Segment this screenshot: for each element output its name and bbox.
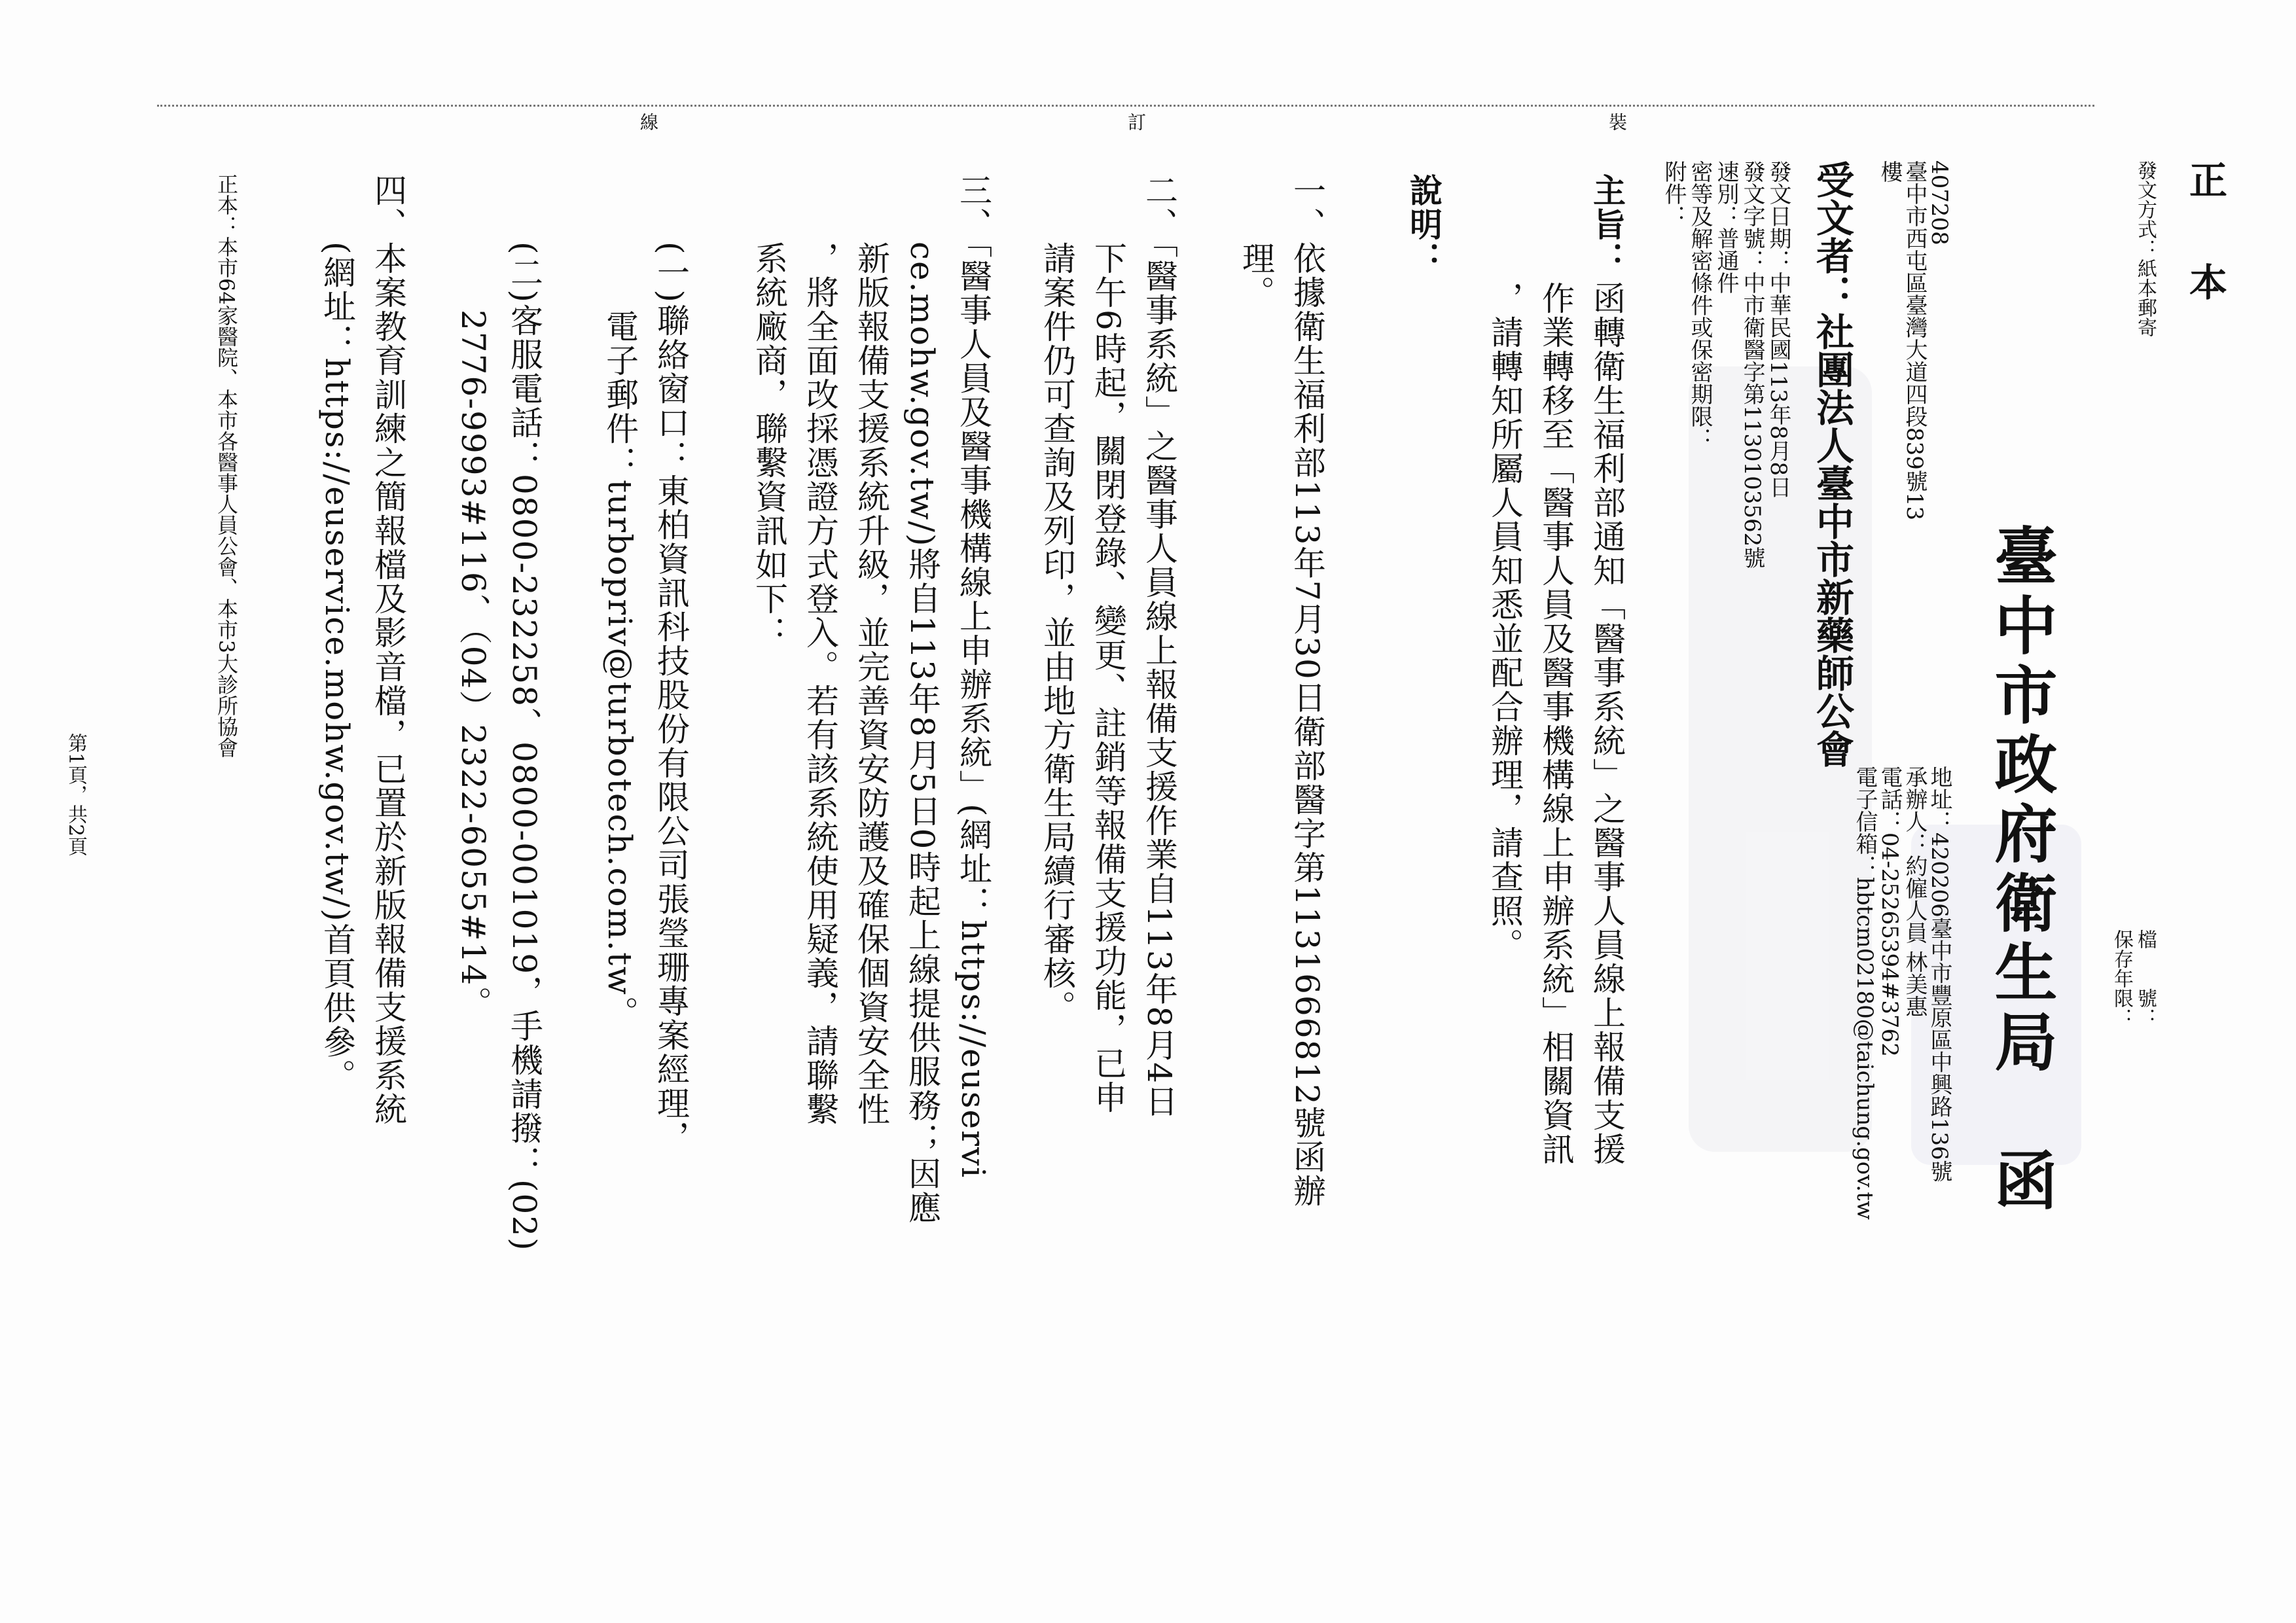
service-phone-line: (二)客服電話：0800-232258、0800-001019，手機請撥：(02) [505, 173, 543, 1252]
postal-code: 407208 [1926, 160, 1952, 245]
sender-contact-person: 承辦人：約僱人員 林美惠 [1901, 766, 1928, 1018]
sender-email: 電子信箱：hbtcm02180@taichung.gov.tw [1852, 766, 1878, 1220]
retention-period: 保存年限： [2110, 929, 2133, 1027]
subject-line: 作業轉移至「醫事人員及醫事機構線上申辦系統」相關資訊 [1537, 281, 1575, 1166]
recipient-address-line2: 樓 [1876, 160, 1903, 183]
service-phone-line: 2776-9993#116、（04）2322-6055#14。 [454, 173, 492, 1021]
recipient-address-line1: 臺中市西屯區臺灣大道四段839號13 [1901, 160, 1928, 521]
attachment: 附件： [1660, 160, 1687, 227]
issue-date: 發文日期：中華民國113年8月8日 [1765, 160, 1791, 499]
binding-line [157, 105, 2094, 107]
copy-type: 正 本 [2183, 160, 2227, 313]
binding-mark-zhuang: 裝 [1606, 113, 1628, 131]
binding-mark-ding: 訂 [1125, 113, 1147, 131]
org-title: 臺中市政府衛生局 函 [1984, 524, 2058, 1217]
file-number: 檔 號： [2134, 929, 2157, 1027]
explanation-line: 下午6時起，關閉登錄、變更、註銷等報備支援功能，已申 [1089, 173, 1127, 1115]
binding-mark-xian: 線 [637, 113, 659, 131]
explanation-line: ，將全面改採憑證方式登入。若有該系統使用疑義，請聯繫 [801, 173, 839, 1126]
subject-line: ，請轉知所屬人員知悉並配合辦理，請查照。 [1486, 281, 1524, 962]
explanation-line: 理。 [1237, 173, 1275, 310]
recipient-name: 受文者：社團法人臺中市新藥師公會 [1810, 160, 1854, 768]
page-number: 第1頁，共2頁 [64, 733, 87, 857]
explanation-line: 系統廠商，聯繫資訊如下： [750, 173, 788, 650]
classification: 密等及解密條件或保密期限： [1687, 160, 1713, 450]
explanation-line: 四、本案教育訓練之簡報檔及影音檔，已置於新版報備支援系統 [369, 173, 407, 1126]
explanation-line: 請案件仍可查詢及列印，並由地方衛生局續行審核。 [1038, 173, 1076, 1024]
contact-email-line: 電子郵件：turbopriv@turbotech.com.tw。 [601, 173, 639, 1030]
explanation-line: 新版報備支援系統升級，並完善資安防護及確保個資安全性 [852, 173, 890, 1126]
explanation-line: 一、依據衛生福利部113年7月30日衛部醫字第1131666812號函辦 [1288, 173, 1326, 1208]
explanation-line: (網址：https://euservice.mohw.gov.tw/)首頁供參。 [318, 173, 356, 1093]
subject-label: 主旨： [1588, 173, 1626, 276]
sender-address: 地址：420206臺中市豐原區中興路136號 [1926, 766, 1952, 1183]
explanation-line: ce.mohw.gov.tw/)將自113年8月5日0時起上線提供服務；因應 [903, 173, 941, 1225]
distribution-list: 正本：本市64家醫院、本市各醫事人員公會、本市3大診所協會 [214, 173, 239, 758]
document-number: 發文字號：中市衛醫字第1130103562號 [1739, 160, 1765, 569]
explanation-label: 說明： [1405, 173, 1443, 276]
sender-phone: 電話：04-25265394#3762 [1876, 766, 1903, 1057]
delivery-speed: 速別：普通件 [1713, 160, 1739, 294]
send-method: 發文方式：紙本郵寄 [2134, 160, 2157, 337]
subject-line: 函轉衛生福利部通知「醫事系統」之醫事人員線上報備支援 [1588, 281, 1626, 1166]
explanation-line: 二、「醫事系統」之醫事人員線上報備支援作業自113年8月4日 [1140, 173, 1178, 1119]
contact-window-line: (一)聯絡窗口：東柏資訊科技股份有限公司張瑩珊專案經理， [652, 173, 690, 1155]
explanation-line: 三、「醫事人員及醫事機構線上申辦系統」(網址：https://euservi [954, 173, 992, 1179]
